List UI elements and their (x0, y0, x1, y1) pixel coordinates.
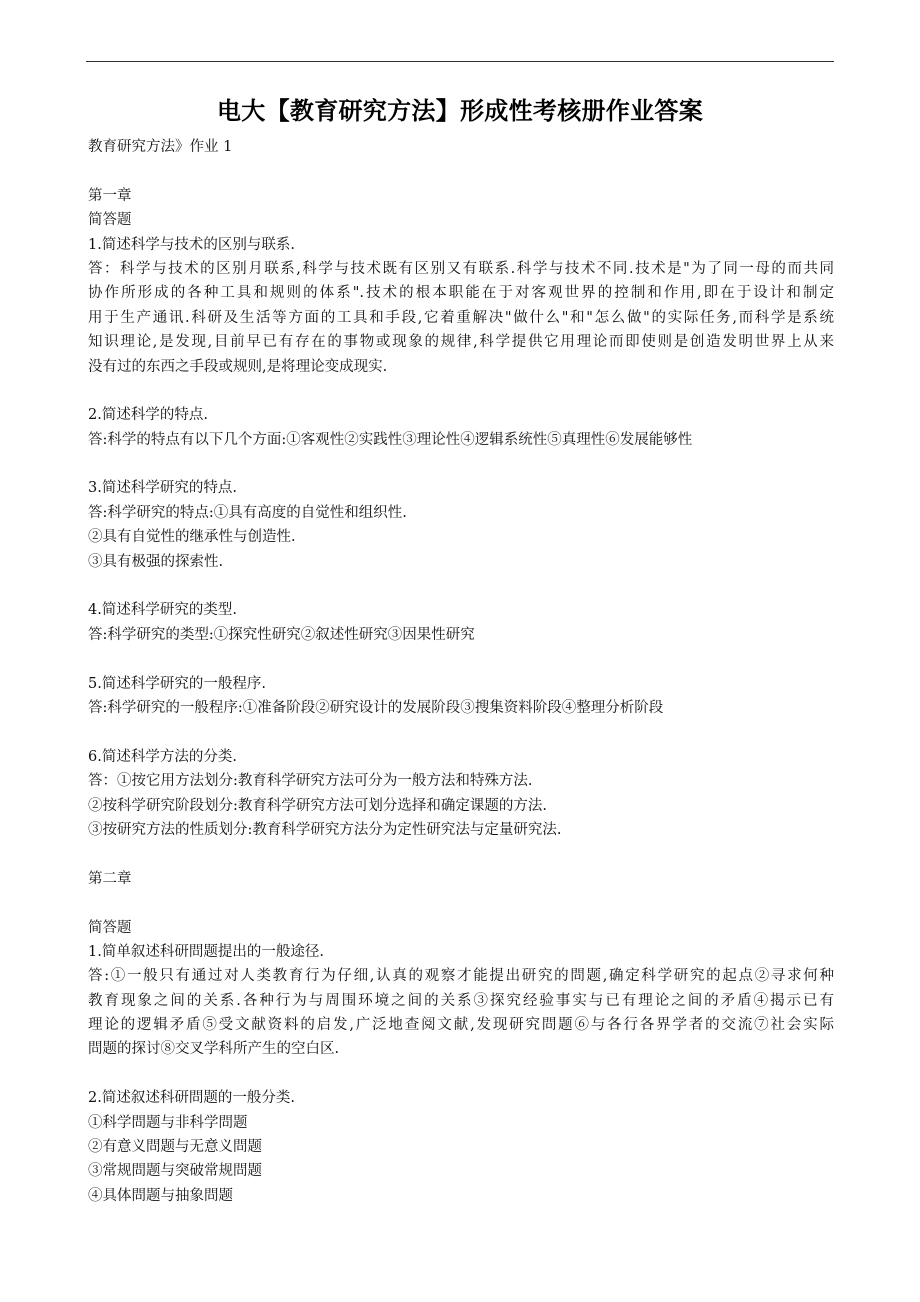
header-rule (86, 61, 834, 62)
spacer (88, 647, 834, 671)
spacer (88, 720, 834, 744)
document-body (88, 135, 834, 1208)
answer-line: 答：①按它用方法划分:教育科学研究方法可分为一般方法和特殊方法. (88, 773, 533, 790)
chapter-heading: 第二章 (88, 870, 132, 887)
question-text: 2.简述科学的特点. (88, 407, 208, 424)
chapter-heading: 第一章 (88, 187, 132, 204)
answer-line: ③具有极强的探索性. (88, 553, 224, 570)
spacer (88, 1062, 834, 1086)
spacer (88, 452, 834, 476)
section-heading: 简答题 (88, 919, 132, 936)
answer-line: 答:科学研究的类型:①探究性研究②叙述性研究③因果性研究 (88, 626, 475, 643)
section-heading: 简答题 (88, 212, 132, 229)
answer-line: ②具有自觉性的继承性与创造性. (88, 529, 296, 546)
answer-line: ③按研究方法的性质划分:教育科学研究方法分为定性研究法与定量研究法. (88, 821, 562, 838)
spacer (88, 574, 834, 598)
question-text: 1.简单叙述科研問题提出的一般途径. (88, 943, 324, 960)
question-text: 1.简述科学与技术的区别与联系. (88, 236, 295, 253)
answer-line: 答:①一般只有通过对人类教育行为仔细,认真的观察才能提出研究的問题,确定科学研究的起点②寻求何种 (88, 968, 834, 985)
question-text: 4.简述科学研究的类型. (88, 602, 237, 619)
list-item: ④具体問题与抽象問题 (88, 1187, 233, 1204)
spacer (88, 379, 834, 403)
list-item: ③常规問题与突破常规問题 (88, 1163, 262, 1180)
question-text: 3.简述科学研究的特点. (88, 480, 237, 497)
subtitle: 教育研究方法》作业 1 (88, 139, 233, 155)
spacer (88, 842, 834, 866)
answer-line: 問题的探讨⑧交叉学科所产生的空白区. (88, 1041, 340, 1058)
answer-line: 答:科学研究的一般程序:①准备阶段②研究设计的发展阶段③搜集资料阶段④整理分析阶段 (88, 699, 664, 716)
spacer (88, 891, 834, 915)
question-text: 2.简述叙述科研問题的一般分类. (88, 1090, 295, 1107)
list-item: ②有意义問题与无意义問题 (88, 1139, 262, 1156)
answer-line: 答：科学与技术的区别月联系,科学与技术既有区别又有联系.科学与技术不同.技术是"为了同一母的而共同 (88, 260, 834, 277)
question-text: 5.简述科学研究的一般程序. (88, 675, 266, 692)
answer-line: 答:科学研究的特点:①具有高度的自觉性和组织性. (88, 504, 407, 521)
answer-line: 没有过的东西之手段或规则,是将理论变成现实. (88, 358, 388, 375)
document-title: 电大【教育研究方法】形成性考核册作业答案 (217, 97, 703, 125)
answer-line: 用于生产通讯.科研及生活等方面的工具和手段,它着重解决"做什么"和"怎么做"的实际任务,而科学是系统 (88, 309, 834, 326)
answer-line: 答:科学的特点有以下几个方面:①客观性②实践性③理论性④逻辑系统性⑤真理性⑥发展能够性 (88, 431, 693, 448)
answer-line: 教育现象之间的关系.各种行为与周围环境之间的关系③探究经验事实与已有理论之间的矛盾④揭示已有 (88, 992, 834, 1009)
answer-line: 理论的逻辑矛盾⑤受文献资料的启发,广泛地查阅文献,发现研究問题⑥与各行各界学者的交流⑦社会实际 (88, 1017, 834, 1034)
list-item: ①科学問题与非科学問题 (88, 1114, 248, 1131)
question-text: 6.简述科学方法的分类. (88, 748, 237, 765)
answer-line: 知识理论,是发现,目前早已有存在的事物或现象的规律,科学提供它用理论而即使则是创造发明世界上从来 (88, 334, 834, 351)
answer-line: 协作所形成的各种工具和规则的体系".技术的根本职能在于对客观世界的控制和作用,即在于设计和制定 (88, 285, 834, 302)
spacer (88, 159, 834, 183)
answer-line: ②按科学研究阶段划分:教育科学研究方法可划分选择和确定课题的方法. (88, 797, 547, 814)
